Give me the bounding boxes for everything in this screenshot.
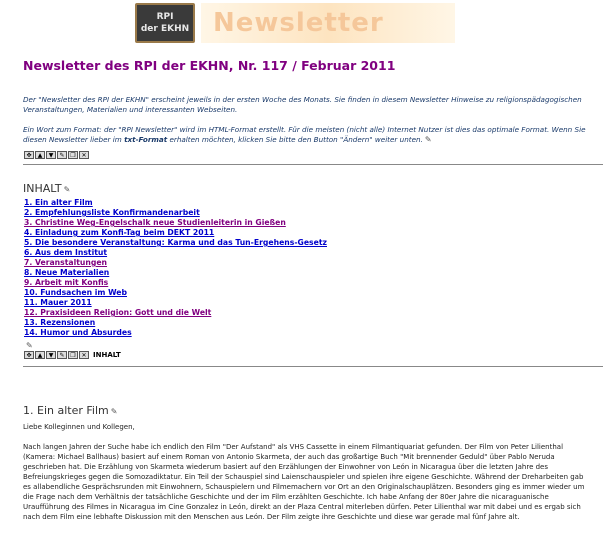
toc-item [24,258,327,268]
toc-link-2[interactable]: 2. Empfehlungsliste Konfirmandenarbeit [24,208,200,217]
toc-item [24,208,327,218]
toc-item [24,278,327,288]
toc-link-12[interactable]: 12. Praxisideen Religion: Gott und die Welt [24,308,212,317]
toc-item [24,288,327,298]
edit-block-icon[interactable]: ✎ [57,151,67,159]
toc-item [24,298,327,308]
logo-line1: RPI [156,12,174,22]
toc-heading-text: INHALT [23,182,62,195]
insert-below-icon[interactable]: ▼ [46,351,56,359]
toc-link-4[interactable]: 4. Einladung zum Konfi-Tag beim DEKT 2011 [24,228,215,237]
table-of-contents [24,198,327,338]
toc-item [24,318,327,328]
intro-p2-end: erhalten möchten, klicken Sie bitte den Button "Ändern" weiter unten. [167,135,423,144]
toc-item [24,228,327,238]
intro-paragraph-2 [23,125,593,145]
divider [23,366,603,367]
insert-below-icon[interactable]: ▼ [46,151,56,159]
intro-paragraph-1: Der "Newsletter des RPI der EKHN" erscheint jeweils in der ersten Woche des Monats. Sie finden in diesem Newsletter Hinweise zu religionspädagogischen Veranstaltungen, Materialien und interessanten Webseiten. [23,95,582,114]
edit-toolbar-2 [24,351,121,359]
toc-heading [23,182,70,195]
toc-link-7[interactable]: 7. Veranstaltungen [24,258,108,267]
edit-icon[interactable]: ✎ [424,135,432,144]
copy-icon[interactable]: ❐ [68,151,78,159]
section-heading-text: 1. Ein alter Film [23,404,109,417]
edit-icon[interactable]: ✎ [26,341,33,350]
delete-icon[interactable]: ✕ [79,151,89,159]
greeting: Liebe Kolleginnen und Kollegen, [23,423,135,431]
toc-link-13[interactable]: 13. Rezensionen [24,318,96,327]
section-paragraph: Nach langen Jahren der Suche habe ich endlich den Film "Der Aufstand" als VHS Cassette in einem Filmantiquariat gefunden. Der Film von Peter Lilienthal (Kamera: Michael Ballhaus) basiert auf einem Roman von Antonio Skarmeta, der auch das großartige Buch "Mit brennender Geduld" über Pablo Neruda geschrieben hat. Die Erzählung von Skarmeta wiederum basiert auf den Erzählungen der Einwohner von León in Nicaragua über die letzten Jahre des Befreiungskrieges gegen die Somozadiktatur. Ein Teil der Schauspiel sind Laienschauspieler und spielen ihre eigene Geschichte. Während der Dreharbeiten gab es allabendliche Gesprächsrunden mit Einwohnern, Schauspielern und Filmemachern vor Ort an den Originalschauplätzen. Besonders ging es immer wieder um die Frage nach dem Verhältnis der tatsächliche Geschichte und der im Film erzählten Geschichte. Ich habe Anfang der 80er Jahre die nicaraguanische Uraufführung des Filmes in Nicaragua im Cine Gonzalez in León, direkt an der Plaza Central miterleben dürfen. Peter Lilienthal war mit dabei und es ergab sich nach dem Film eine lebhafte Diskussion mit den Menschen aus León. Der Film zeigte ihre Geschichte und diese war gerade mal fünf Jahre alt. [23,443,585,521]
toc-link-11[interactable]: 11. Mauer 2011 [24,298,92,307]
toc-item [24,268,327,278]
newsletter-banner: Newsletter [201,3,455,43]
logo-line2: der EKHN [140,24,190,34]
divider [23,164,603,165]
newsletter-header [135,2,455,44]
edit-icon[interactable]: ✎ [63,185,71,194]
move-icon[interactable]: ✥ [24,151,34,159]
intro-p2-start: Ein Wort zum Format: der "RPI Newsletter" wird im HTML-Format erstellt. Für die meisten (nicht alle) Internet Nutzer ist dies das optimale Format. Wenn Sie diesen Newsletter lieber im [23,125,586,144]
toc-item [24,238,327,248]
toc-item [24,308,327,318]
insert-above-icon[interactable]: ▲ [35,151,45,159]
page-title: Newsletter des RPI der EKHN, Nr. 117 / Februar 2011 [23,58,396,73]
copy-icon[interactable]: ❐ [68,351,78,359]
toc-link-5[interactable]: 5. Die besondere Veranstaltung: Karma und das Tun-Ergehens-Gesetz [24,238,327,247]
toc-item [24,218,327,228]
edit-icon[interactable]: ✎ [110,407,118,416]
toc-link-1[interactable]: 1. Ein alter Film [24,198,93,207]
move-icon[interactable]: ✥ [24,351,34,359]
edit-toolbar-1 [24,151,89,159]
rpi-logo [135,3,195,43]
insert-above-icon[interactable]: ▲ [35,351,45,359]
toc-link-3[interactable]: 3. Christine Weg-Engelschalk neue Studienleiterin in Gießen [24,218,286,227]
toc-item [24,328,327,338]
toc-link-8[interactable]: 8. Neue Materialien [24,268,110,277]
delete-icon[interactable]: ✕ [79,351,89,359]
toc-link-9[interactable]: 9. Arbeit mit Konfis [24,278,109,287]
toc-link-14[interactable]: 14. Humor und Absurdes [24,328,132,337]
toc-link-10[interactable]: 10. Fundsachen im Web [24,288,128,297]
toc-item [24,248,327,258]
txt-format-label: txt-Format [124,135,168,144]
toc-link-6[interactable]: 6. Aus dem Institut [24,248,108,257]
toolbar-block-label: INHALT [93,351,121,359]
section-heading [23,404,117,417]
edit-block-icon[interactable]: ✎ [57,351,67,359]
toc-item [24,198,327,208]
